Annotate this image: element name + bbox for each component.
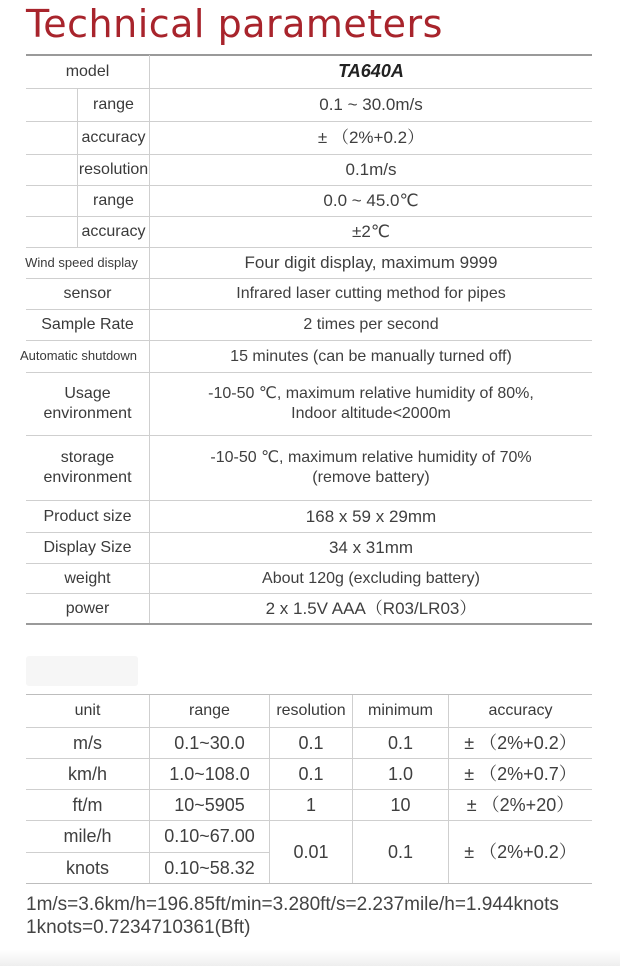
table-row-range: 0.10~58.32 [164, 857, 255, 878]
storage-env-value: -10-50 ℃, maximum relative humidity of 70% (remove battery) [210, 449, 532, 486]
wind-resolution-value: 0.1m/s [345, 160, 397, 180]
wind-resolution-label: resolution [78, 161, 149, 178]
usage-env-value: -10-50 ℃, maximum relative humidity of 80%, Indoor altitude<2000m [208, 385, 534, 422]
table-row-unit: ft/m [72, 794, 103, 815]
merged-resolution: 0.01 [293, 841, 329, 862]
shutdown-label: Automatic shutdown [19, 348, 138, 364]
merged-accuracy: ± （2%+0.2） [464, 841, 577, 862]
power-value: 2 x 1.5V AAA（R03/LR03） [265, 598, 477, 618]
col-header-resolution: resolution [276, 702, 346, 719]
temp-accuracy-label: accuracy [81, 223, 146, 240]
table-row-minimum: 10 [390, 794, 411, 815]
table-row-resolution: 1 [305, 794, 316, 815]
sensor-value: Infrared laser cutting method for pipes [236, 285, 506, 302]
wind-range-label: range [93, 96, 134, 113]
table-row-accuracy: ± （2%+20） [466, 794, 575, 815]
weight-label: weight [64, 569, 111, 587]
conversion-line-1: 1m/s=3.6km/h=196.85ft/min=3.280ft/s=2.237mile/h=1.944knots [26, 894, 559, 915]
storage-env-label: storage environment [43, 449, 132, 486]
display-size-value: 34 x 31mm [328, 538, 414, 558]
temp-accuracy-value: ±2℃ [352, 222, 390, 242]
temp-range-label: range [93, 192, 134, 209]
sample-rate-value: 2 times per second [303, 316, 439, 333]
table-row-range: 1.0~108.0 [169, 763, 250, 784]
wind-accuracy-label: accuracy [81, 129, 146, 146]
table-row-unit: m/s [73, 732, 102, 753]
col-header-minimum: minimum [368, 702, 433, 719]
table-row-minimum: 1.0 [387, 763, 414, 784]
wind-accuracy-value: ± （2%+0.2） [317, 128, 425, 148]
table-row-range: 10~5905 [174, 794, 245, 815]
conversion-footnote [26, 893, 559, 939]
table-row-range: 0.1~30.0 [174, 732, 245, 753]
table-row-resolution: 0.1 [298, 732, 324, 753]
sample-rate-label: Sample Rate [41, 316, 134, 333]
table-row-unit: km/h [67, 763, 107, 784]
table-row-resolution: 0.1 [298, 763, 324, 784]
display-value: Four digit display, maximum 9999 [244, 253, 498, 273]
usage-env-label: Usage environment [43, 385, 132, 422]
col-header-range: range [189, 702, 230, 719]
product-size-label: Product size [43, 507, 132, 525]
model-value: TA640A [338, 61, 404, 82]
table-row-range: 0.10~67.00 [164, 826, 255, 847]
table-row-unit: knots [65, 857, 110, 878]
temp-range-value: 0.0 ~ 45.0℃ [323, 191, 419, 211]
weight-value: About 120g (excluding battery) [262, 569, 480, 587]
bottom-edge-shadow [0, 950, 620, 966]
faded-heading-placeholder [26, 656, 138, 686]
page-title: Technical parameters [26, 2, 443, 46]
model-label: model [65, 62, 110, 80]
col-header-accuracy: accuracy [488, 702, 553, 719]
display-size-label: Display Size [43, 539, 132, 556]
display-label: Wind speed display [25, 254, 138, 270]
power-label: power [65, 599, 110, 617]
sensor-label: sensor [63, 285, 112, 302]
table-row-accuracy: ± （2%+0.7） [464, 763, 577, 784]
table-row-accuracy: ± （2%+0.2） [464, 732, 577, 753]
product-size-value: 168 x 59 x 29mm [305, 506, 437, 526]
col-header-unit: unit [74, 702, 101, 719]
table-row-unit: mile/h [63, 826, 112, 847]
table-row-minimum: 0.1 [387, 732, 414, 753]
shutdown-value: 15 minutes (can be manually turned off) [230, 347, 512, 365]
wind-range-value: 0.1 ~ 30.0m/s [319, 95, 423, 115]
merged-minimum: 0.1 [387, 841, 414, 862]
conversion-line-2: 1knots=0.7234710361(Bft) [26, 917, 251, 938]
